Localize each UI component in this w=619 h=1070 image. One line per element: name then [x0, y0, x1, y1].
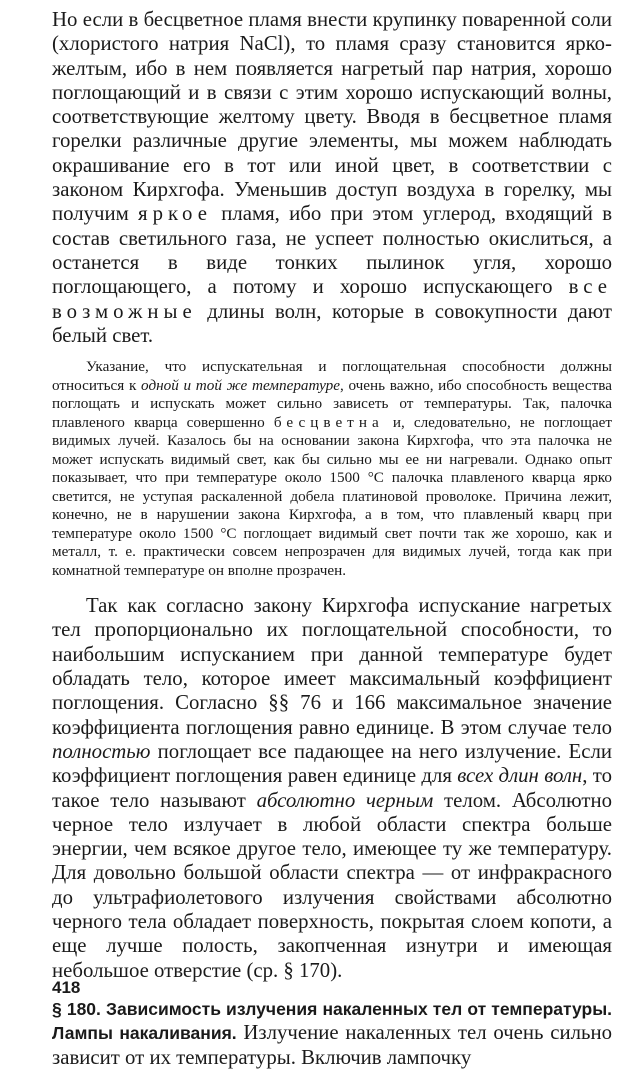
para2-emph-all-waves: всех длин волн	[457, 764, 583, 788]
para2-text-end: телом. Абсолютно черное тело излучает в любой области спектра больше энергии, чем всякое другое тело, имеющее ту же температуру. Для довольно большой области спектра — от инфракрасного до ультрафиолетового излучения свойствами абсолютно черного тела обладает поверхность, покрытая слоем копоти, а еще лучше полость, закопченная изнутри и имеющая небольшое отверстие (ср. § 170).	[52, 788, 612, 982]
para2-text-mid1: поглощает все падающее на него излучение. Если коэффициент поглощения равен единице для	[52, 739, 612, 788]
note-text-end: и, следовательно, не поглощает видимых лучей. Казалось бы на основании закона Кирхгофа, что эта палочка не может испускать видимый свет, как бы сильно мы ее ни нагревали. Однако опыт показывает, что при температуре около 1500 °C палочка плавленого кварца ярко светится, не уступая раскаленной добела платиновой проволоке. Причина лежит, конечно, не в нарушении закона Кирхгофа, а в том, что плавленый кварц при температуре около 1500 °C поглощает видимый свет почти так же хорошо, как и металл, т. е. практически совсем непрозрачен для видимых лучей, тогда как при комнатной температуре он вполне прозрачен.	[52, 413, 613, 579]
note-colorless-spaced: бесцветна	[273, 413, 384, 431]
para1-all-possible-spaced: все возможные	[52, 275, 612, 323]
para2-emph-fully: полностью	[52, 739, 151, 763]
para2-emph-black-body: абсолютно черным	[256, 788, 434, 812]
section-180	[52, 997, 612, 1070]
page-body	[52, 8, 612, 1070]
note-emph-temperature: одной и той же температуре	[141, 376, 340, 394]
para1-text-middle: пламя, ибо при этом углерод, входящий в состав светильного газа, не успеет полностью окислиться, а останется в виде тонких пылинок угля, хорошо поглощающего, а потому и хорошо испускающего	[52, 202, 613, 299]
note-text-middle: , очень важно, ибо способность вещества поглощать и испускать может сильно зависеть от температуры. Так, палочка плавленого кварца совершенно	[52, 376, 613, 431]
para2-text-mid2: , то такое тело называют	[52, 764, 612, 812]
page-number: 418	[52, 978, 81, 997]
paragraph-black-body	[52, 594, 612, 983]
para1-bright-spaced: яркое	[138, 202, 212, 226]
para2-text-start: Так как согласно закону Кирхгофа испускание нагретых тел пропорционально их поглощательной способности, то наибольшим испусканием при данной температуре будет обладать тело, которое имеет максимальный коэффициент поглощения. Согласно §§ 76 и 166 максимальное значение коэффициента поглощения равно единице. В этом случае тело	[52, 594, 612, 739]
note-text-start: Указание, что испускательная и поглощательная способности должны относиться к	[52, 358, 612, 394]
para1-text-start: Но если в бесцветное пламя внести крупинку поваренной соли (хлористого натрия NaCl), то пламя сразу становится ярко-желтым, ибо в нем появляется нагретый пар натрия, хорошо поглощающий и в связи с этим хорошо испускающий волны, соответствующие желтому цвету. Вводя в бесцветное пламя горелки различные другие элементы, мы можем наблюдать окрашивание его в тот или иной цвет, в соответствии с законом Кирхгофа. Уменьшив доступ воздуха в горелку, мы получим	[52, 8, 612, 226]
section-text: Излучение накаленных тел очень сильно зависит от их температуры. Включив лампочку	[52, 1021, 612, 1069]
para1-text-end: длины волн, которые в совокупности дают белый свет.	[52, 299, 613, 347]
paragraph-flame-colors	[52, 8, 612, 348]
note-small-print	[52, 358, 612, 580]
section-heading: § 180. Зависимость излучения накаленных тел от температуры. Лампы накаливания.	[52, 998, 612, 1044]
